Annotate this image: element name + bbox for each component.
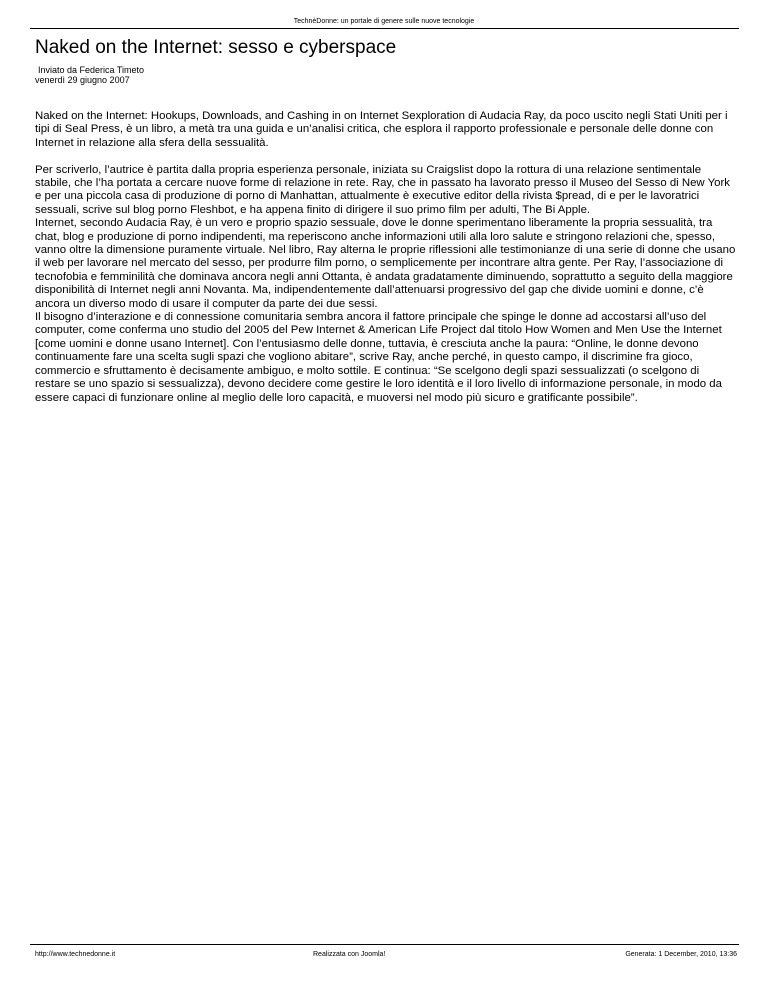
site-title: TechnèDonne: un portale di genere sulle nuove tecnologie (293, 18, 475, 25)
article-body (35, 110, 737, 405)
article-paragraph: Per scriverlo, l’autrice è partita dalla propria esperienza personale, iniziata su Craigslist dopo la rottura di una relazione sentimentale stabile, che l’ha portata a cercare nuove forme di relazione in rete. Ray, che in passato ha lavorato presso il Museo del Sesso di New York e per una piccola casa di produzione di porno di Manhattan, attualmente è executive editor della rivista $pread, di e per le lavoratrici sessuali, scrive sul blog porno Fleshbot, e ha appena finito di dirigere il suo primo film per adulti, The Bi Apple. (35, 163, 730, 216)
footer-generated-date: Generata: 1 December, 2010, 13:36 (625, 951, 737, 958)
footer-powered-by: Realizzata con Joomla! (313, 951, 386, 958)
article-paragraph: Il bisogno d’interazione e di connessione comunitaria sembra ancora il fattore principale che spinge le donne ad accostarsi all’uso del computer, come conferma uno studio del 2005 del Pew Internet & American Life Project dal titolo How Women and Men Use the Internet [come uomini e donne usano Internet]. Con l’entusiasmo delle donne, tuttavia, è cresciuta anche la paura: “Online, le donne devono continuamente fare una scelta sugli spazi che vogliono abitare”, scrive Ray, anche perché, in questo campo, il discrimine fra gioco, commercio e sfruttamento è decisamente ambiguo, e molto sottile. E continua: “Se scelgono degli spazi sessualizzati (o scelgono di restare se uno spazio si sessualizza), devono decidere come gestire le loro identità e il loro livello di informazione personale, in modo da essere capaci di funzionare online al meglio delle loro capacità, e muoversi nel modo più sicuro e gratificante possibile”. (35, 311, 722, 404)
article-title: Naked on the Internet: sesso e cyberspace (35, 37, 397, 58)
footer-divider (30, 944, 739, 945)
article-author: Inviato da Federica Timeto (38, 65, 145, 75)
page-footer (35, 950, 737, 960)
article-paragraph: Internet, secondo Audacia Ray, è un vero e proprio spazio sessuale, dove le donne sperimentano liberamente la propria sessualità, tra chat, blog e produzione di porno indipendenti, ma reperiscono anche informazioni utili alla loro salute e stringono relazioni che, spesso, vanno oltre la dimensione puramente virtuale. Nel libro, Ray alterna le proprie riflessioni alle testimonianze di una serie di donne che usano il web per lavorare nel mercato del sesso, per produrre film porno, o semplicemente per incontrare altra gente. Per Ray, l’associazione di tecnofobia e femminilità che dominava ancora negli anni Ottanta, è andata gradatamente diminuendo, soprattutto a seguito della maggiore disponibilità di Internet negli anni Novanta. Ma, indipendentemente dall’attenuarsi progressivo del gap che divide uomini e donne, c’è ancora un diverso modo di usare il computer da parte dei due sessi. (35, 217, 736, 310)
article-date: venerdì 29 giugno 2007 (35, 75, 130, 85)
footer-url-link[interactable]: http://www.technedonne.it (35, 951, 116, 958)
header-divider (30, 28, 739, 29)
article-meta (35, 65, 144, 85)
article-intro: Naked on the Internet: Hookups, Downloads, and Cashing in on Internet Sexploration di Audacia Ray, da poco uscito negli Stati Uniti per i tipi di Seal Press, è un libro, a metà tra una guida e un’analisi critica, che esplora il rapporto professionale e personale delle donne con Internet in relazione alla sfera della sessualità. (35, 110, 728, 149)
